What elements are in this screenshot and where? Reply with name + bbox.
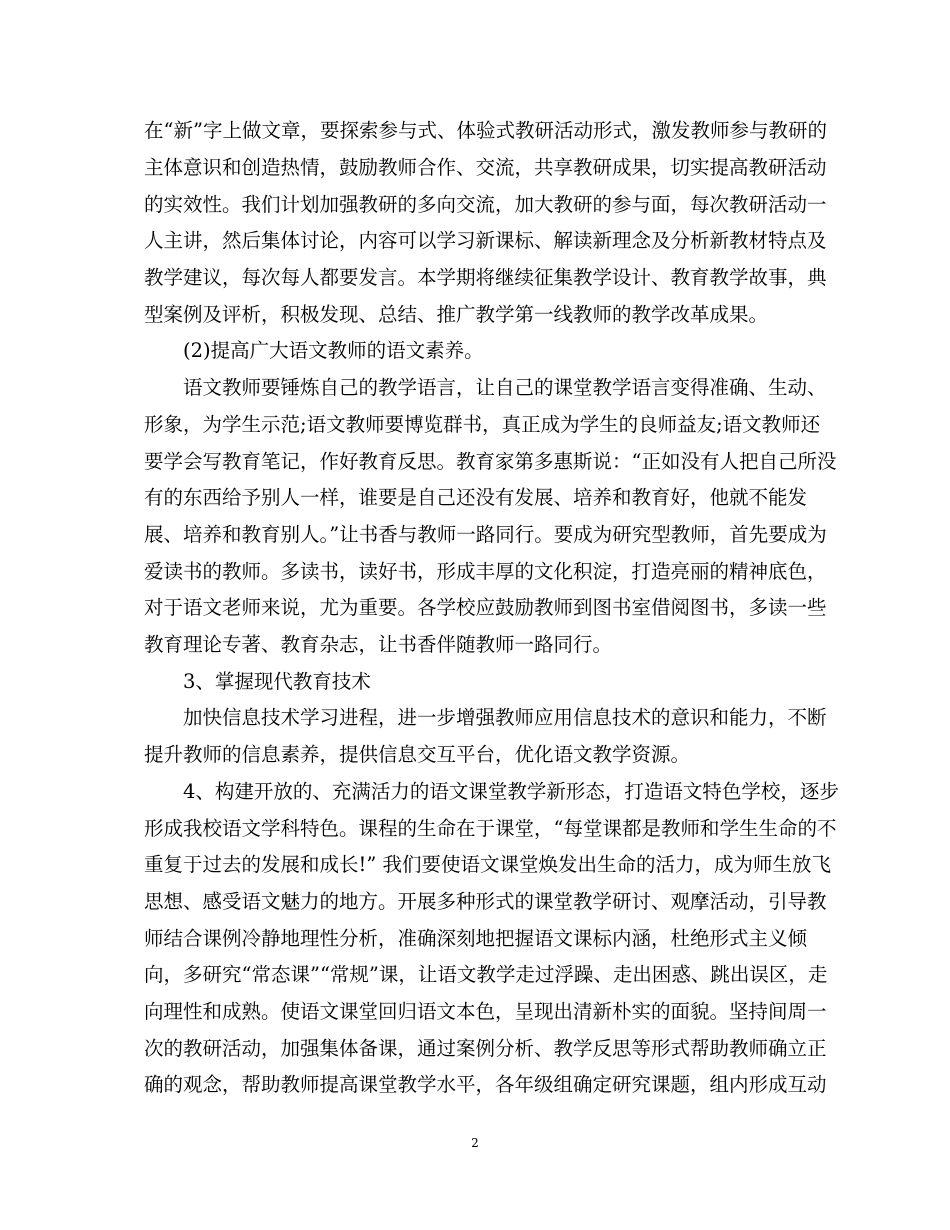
text-line: 重复于过去的发展和成长!” 我们要使语文课堂焕发出生命的活力，成为师生放飞 <box>144 853 832 876</box>
text-line: 要学会写教育笔记，作好教育反思。教育家第多惠斯说：“正如没有人把自己所没 <box>144 450 837 473</box>
text-line: 提升教师的信息素养，提供信息交互平台，优化语文教学资源。 <box>144 743 691 766</box>
section-heading: 3、掌握现代教育技术 <box>144 670 371 693</box>
text-line: 形象，为学生示范;语文教师要博览群书，真正成为学生的良师益友;语文教师还 <box>144 413 821 436</box>
text-line: 教学建议，每次每人都要发言。本学期将继续征集教学设计、教育教学故事，典 <box>144 266 827 289</box>
text-line: 思想、感受语文魅力的地方。开展多种形式的课堂教学研讨、观摩活动，引导教 <box>144 890 827 913</box>
text-line: 在“新”字上做文章，要探索参与式、体验式教研活动形式，激发教师参与教研的 <box>144 119 827 142</box>
text-line: 语文教师要锤炼自己的教学语言，让自己的课堂教学语言变得准确、生动、 <box>144 376 827 399</box>
text-line: 4、构建开放的、充满活力的语文课堂教学新形态，打造语文特色学校，逐步 <box>144 780 839 803</box>
text-line: 人主讲，然后集体讨论，内容可以学习新课标、解读新理念及分析新教材特点及 <box>144 229 827 252</box>
text-line: 主体意识和创造热情，鼓励教师合作、交流，共享教研成果，切实提高教研活动 <box>144 156 827 179</box>
text-line: 次的教研活动，加强集体备课，通过案例分析、教学反思等形式帮助教师确立正 <box>144 1037 827 1060</box>
text-line: 确的观念，帮助教师提高课堂教学水平，各年级组确定研究课题，组内形成互动 <box>144 1073 827 1096</box>
section-heading: (2)提高广大语文教师的语文素养。 <box>144 339 484 362</box>
text-line: 形成我校语文学科特色。课程的生命在于课堂，“每堂课都是教师和学生生命的不 <box>144 817 837 840</box>
text-line: 向理性和成熟。使语文课堂回归语文本色，呈现出清新朴实的面貌。坚持间周一 <box>144 1000 827 1023</box>
text-line: 爱读书的教师。多读书，读好书，形成丰厚的文化积淀，打造亮丽的精神底色， <box>144 560 827 583</box>
text-line: 有的东西给予别人一样，谁要是自己还没有发展、培养和教育好，他就不能发 <box>144 486 808 509</box>
text-line: 师结合课例冷静地理性分析，准确深刻地把握语文课标内涵，杜绝形式主义倾 <box>144 927 808 950</box>
text-line: 教育理论专著、教育杂志，让书香伴随教师一路同行。 <box>144 633 613 656</box>
text-line: 的实效性。我们计划加强教研的多向交流，加大教研的参与面，每次教研活动一 <box>144 193 827 216</box>
page-number: 2 <box>471 1136 479 1150</box>
text-line: 对于语文老师来说，尤为重要。各学校应鼓励教师到图书室借阅图书，多读一些 <box>144 596 827 619</box>
text-line: 向，多研究“常态课”“常规”课，让语文教学走过浮躁、走出困惑、跳出误区，走 <box>144 963 828 986</box>
text-line: 加快信息技术学习进程，进一步增强教师应用信息技术的意识和能力，不断 <box>144 706 827 729</box>
text-line: 展、培养和教育别人。”让书香与教师一路同行。要成为研究型教师，首先要成为 <box>144 523 827 546</box>
text-line: 型案例及评析，积极发现、总结、推广教学第一线教师的教学改革成果。 <box>144 303 769 326</box>
